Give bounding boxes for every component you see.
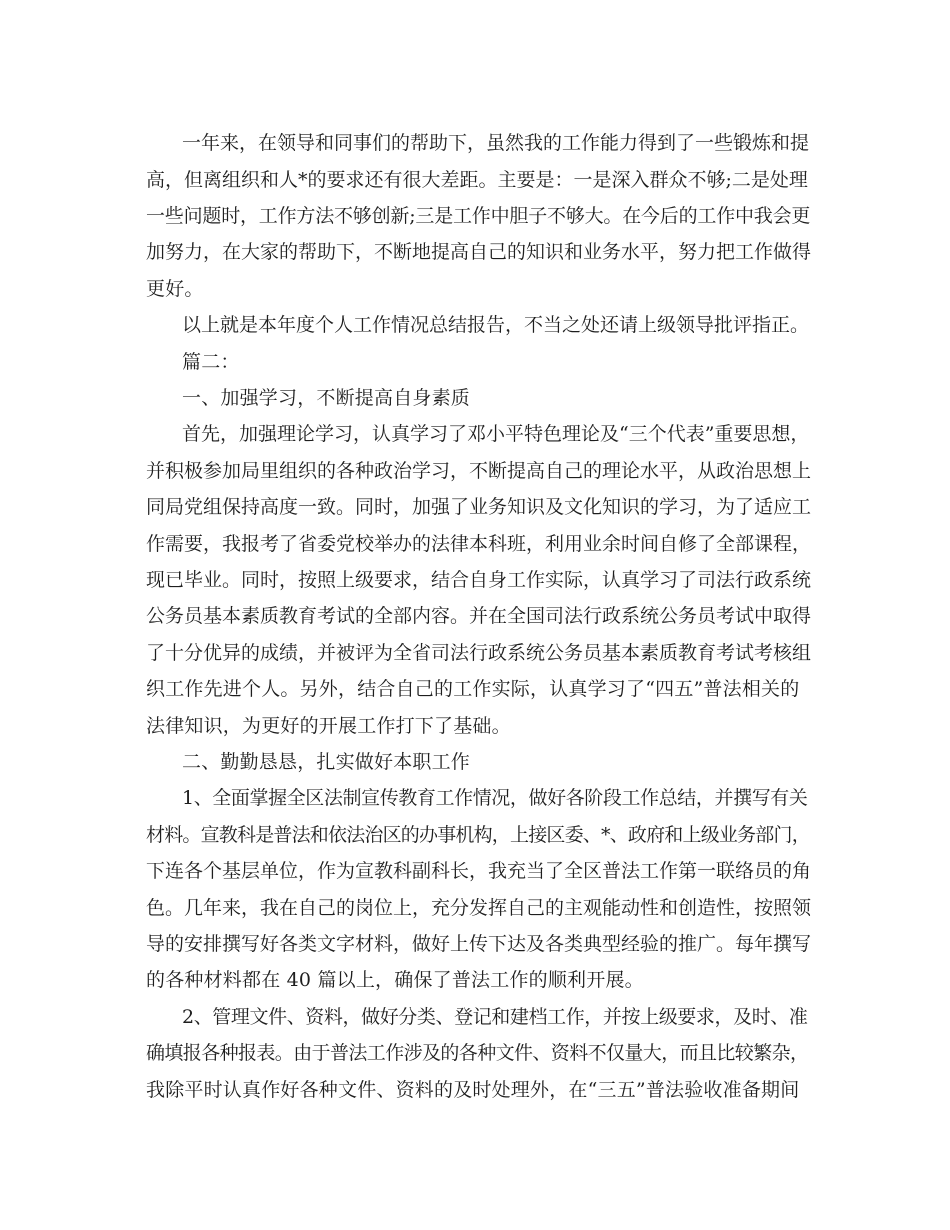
paragraph-line: 的各种材料都在 40 篇以上，确保了普法工作的顺利开展。 [146, 969, 644, 991]
paragraph-line: 以上就是本年度个人工作情况总结报告，不当之处还请上级领导批评指正。 [182, 314, 810, 336]
paragraph-line: 并积极参加局里组织的各种政治学习，不断提高自己的理论水平，从政治思想上 [146, 460, 812, 482]
paragraph-line: 导的安排撰写好各类文字材料，做好上传下达及各类典型经验的推广。每年撰写 [146, 933, 812, 955]
paragraph-line: 加努力，在大家的帮助下，不断地提高自己的知识和业务水平，努力把工作做得 [146, 241, 812, 263]
paragraph-line: 色。几年来，我在自己的岗位上，充分发挥自己的主观能动性和创造性，按照领 [146, 897, 812, 919]
paragraph-line: 更好。 [146, 278, 204, 300]
paragraph-line: 1、全面掌握全区法制宣传教育工作情况，做好各阶段工作总结，并撰写有关 [182, 787, 808, 809]
section-heading: 二、勤勤恳恳，扎实做好本职工作 [182, 751, 471, 773]
paragraph-line: 2、管理文件、资料，做好分类、登记和建档工作，并按上级要求，及时、准 [182, 1006, 808, 1028]
paragraph-line: 高，但离组织和人*的要求还有很大差距。主要是：一是深入群众不够;二是处理 [146, 169, 808, 191]
paragraph-line: 一些问题时，工作方法不够创新;三是工作中胆子不够大。在今后的工作中我会更 [146, 205, 811, 227]
paragraph-line: 法律知识，为更好的开展工作打下了基础。 [146, 715, 511, 737]
paragraph-line: 材料。宣教科是普法和依法治区的办事机构，上接区委、*、政府和上级业务部门， [146, 824, 810, 846]
section-heading: 篇二： [182, 351, 240, 373]
paragraph-line: 下连各个基层单位，作为宣教科副科长，我充当了全区普法工作第一联络员的角 [146, 860, 812, 882]
paragraph-line: 公务员基本素质教育考试的全部内容。并在全国司法行政系统公务员考试中取得 [146, 605, 812, 627]
paragraph-line: 我除平时认真作好各种文件、资料的及时处理外，在“三五”普法验收准备期间 [146, 1079, 800, 1101]
paragraph-line: 现已毕业。同时，按照上级要求，结合自身工作实际，认真学习了司法行政系统 [146, 569, 812, 591]
paragraph-line: 了十分优异的成绩，并被评为全省司法行政系统公务员基本素质教育考试考核组 [146, 642, 812, 664]
paragraph-line: 确填报各种报表。由于普法工作涉及的各种文件、资料不仅量大，而且比较繁杂， [146, 1042, 809, 1064]
paragraph-line: 作需要，我报考了省委党校举办的法律本科班，利用业余时间自修了全部课程， [146, 533, 812, 555]
paragraph-line: 同局党组保持高度一致。同时，加强了业务知识及文化知识的学习，为了适应工 [146, 496, 812, 518]
paragraph-line: 织工作先进个人。另外，结合自己的工作实际，认真学习了“四五”普法相关的 [146, 678, 800, 700]
paragraph-line: 一年来，在领导和同事们的帮助下，虽然我的工作能力得到了一些锻炼和提 [182, 132, 810, 154]
section-heading: 一、加强学习，不断提高自身素质 [182, 387, 471, 409]
paragraph-line: 首先，加强理论学习，认真学习了邓小平特色理论及“三个代表”重要思想， [182, 423, 810, 445]
